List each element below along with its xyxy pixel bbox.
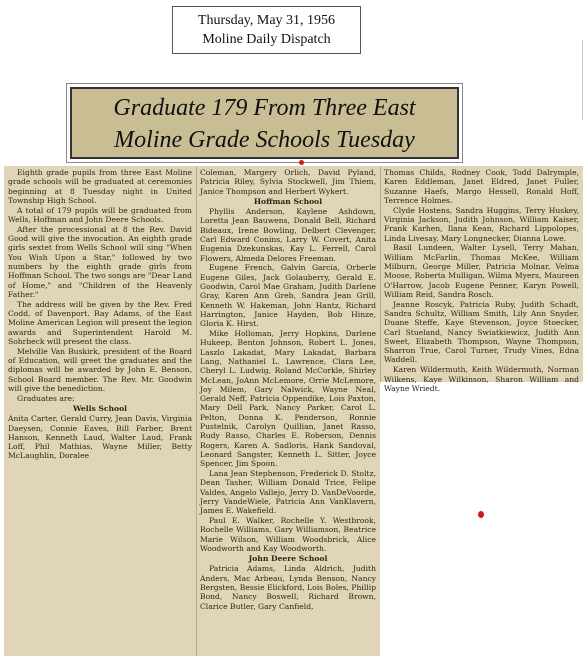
article-paragraph: Melville Van Buskirk, president of the Board of Education, will greet the graduates and the diplomas will be awarded by John E. Benson, School Board member. The Rev. Mr. Goodwin will give the benediction.	[8, 346, 192, 393]
date-line: Thursday, May 31, 1956	[197, 13, 336, 28]
article-column-3	[380, 166, 583, 393]
article-paragraph: The address will be given by the Rev. Fred Codd, of Davenport. Ray Adams, of the East Moline American Legion will present the legion awards and Superintendent Harold M. Sohrbeck will present the class.	[8, 299, 192, 346]
graduate-names-john-deere: Jeanne Roscyk, Patricia Ruby, Judith Schadt, Sandra Schultz, William Smith, Lily Ann Snyder, Duane Steffe, Kaye Stevenson, Joyce Stoecker, Carl Stueland, Nancy Swiatkiewicz, Judith Ann Sweet, Elizabeth Thompson, Wayne Thompson, Sharron True, Carol Turner, Trudy Vines, Edna Waddell.	[384, 299, 579, 365]
graduate-names-john-deere: Karen Wildermuth, Keith Wildermuth, Norman Wilkens, Kaye Wilkinson, Sharon William and Wayne Wriedt.	[384, 365, 579, 393]
red-marker-dot	[299, 160, 304, 165]
column-divider	[380, 166, 381, 382]
graduate-names-john-deere: Clyde Hostens, Sandra Huggins, Terry Huskey, Virginia Jackson, Judith Johnson, William Kaiser, Frank Karhen, Ilana Kean, Richard Lippolopes, Linda Livesay, Mary Longnecker, Dianna Lowe.	[384, 205, 579, 243]
red-marker-dot	[478, 511, 484, 518]
scan-edge-line	[582, 40, 583, 120]
article-column-1	[4, 166, 196, 656]
column-divider	[196, 166, 197, 656]
article-column-2	[196, 166, 380, 656]
graduate-names-hoffman: Phyllis Anderson, Kaylene Ashdown, Loretta Jean Bauwens, Donald Bell, Richard Bideaux, Irene Bowling, Delbert Clevenger, Carl Edward Conins, Larry W. Covert, Anita Eugenia Dzekunskas, Kay L. Ferrell, Carol Flowers, Almeda Delores Freeman.	[200, 207, 376, 263]
article-paragraph: Graduates are:	[17, 393, 75, 403]
headline-line-1: Graduate 179 From Three East	[113, 95, 416, 121]
article-paragraph: Eighth grade pupils from three East Moline grade schools will be graduated at ceremonies beginning at 8 Tuesday night in United Township High School.	[8, 168, 192, 205]
date-caption-box	[172, 6, 361, 54]
newspaper-name: Moline Daily Dispatch	[202, 32, 331, 47]
graduate-names-john-deere: Basil Lundeen, Walter Lysell, Terry Mahan, William McFarlin, Thomas McKee, William Milburn, George Miller, Patricia Molnar, Velma Moose, Roberta Mulligan, Wilma Myers, Maureen O'Harrow, Jacob Eugene Penner, Karyn Powell, William Reid, Sandra Rosch.	[384, 243, 579, 299]
graduate-names-hoffman: Paul E. Walker, Rochelle Y. Westbrook, Rochelle Williams, Gary Williamson, Beatrice Marie Wilson, William Woodsbrick, Alice Woodworth and Kay Woodworth.	[200, 515, 376, 553]
school-heading-wells: Wells School	[72, 403, 128, 413]
article-paragraph: After the processional at 8 the Rev. David Good will give the invocation. An eighth grade girls sextet from Wells School will sing "When You Wish Upon a Star," followed by two numbers by the eighth grade girls from Hoffman School. The two songs are "Dear Land of Home," and "Children of the Heavenly Father."	[8, 224, 192, 299]
headline-line-2: Moline Grade Schools Tuesday	[114, 127, 415, 153]
article-paragraph: Coleman, Margery Orlich, David Pyland, Patricia Riley, Sylvia Stockwell, Jim Thiem, Janice Thompson and Herbert Wykert.	[200, 168, 376, 196]
graduate-names-john-deere: Patricia Adams, Linda Aldrich, Judith Anders, Mac Arbeau, Lynda Benson, Nancy Bergsten, Bessie Elickford, Lois Boles, Phillip Bond, Nancy Boswell, Richard Brown, Clarice Butler, Gary Canfield,	[200, 564, 376, 611]
graduate-names-hoffman: Lana Jean Stephenson, Frederick D. Stoltz, Dean Tasher, William Donald Trice, Felipe Valdes, Angelo Vallejo, Jerry D. VanDeVoorde, Jerry VandeWiele, Patricia Ann VanKlavern, James E. Wakefield.	[200, 469, 376, 516]
graduate-names-wells: Anita Carter, Gerald Curry, Jean Davis, Virginia Daeysen, Connie Eaves, Bill Farber, Brent Hanson, Kenneth Laud, Walter Laud, Frank Loff, Phil Mathias, Wayne Miller, Betty McLaughlin, Doralee	[8, 414, 192, 461]
graduate-names-hoffman: Eugene French, Galvin Garcia, Orberle Eugene Giles, Jack Golauberry, Gerald E. Goodwin, Carol Mae Graham, Judith Darlene Gray, Karen Ann Greb, Sandra Jean Grill, Kenneth W. Hakeman, John Hantz, Richard Harrington, Janice Hayden, Bob Hinze, Gloria K. Hirst.	[200, 263, 376, 329]
school-heading-hoffman: Hoffman School	[253, 196, 323, 206]
graduate-names-john-deere: Thomas Childs, Rodney Cook, Todd Dalrymple, Karen Eddleman, Janet Eldred, Janet Fuller, Suzanne Haefs, Margo Hessell, Ronald Hoff, Terrence Holmes.	[384, 168, 579, 205]
headline-banner	[70, 87, 459, 159]
school-heading-john-deere: John Deere School	[248, 554, 328, 564]
graduate-names-hoffman: Mike Holloman, Jerry Hopkins, Darlene Hukeep, Benton Johnson, Robert L. Jones, Laszlo Lakadat, Mary Lakadat, Barbara Lang, Nathaniel L. Lawrence, Clara Lee, Cheryl L. Ludwig, Roland McCorkle, Shirley McLean, JoAnn McLemore, Orrie McLemore, Joy Milem, Gary Nalwick, Wayne Neal, Gerald Neff, Patricia Oppendike, Lois Paxton, Mary Dell Park, Nancy Parker, Carol L. Pelton, Donna K. Penderson, Ronnie Pustelnik, Carolyn Quillian, Janet Rasso, Rudy Rasso, Charles E. Roberson, Dennis Rogers, Karen A. Sadloris, Hank Sandoval, Leonard Sangster, Kenneth L. Sitter, Joyce Spencer, Jim Spoon.	[200, 329, 376, 469]
article-paragraph: A total of 179 pupils will be graduated from Wells, Hoffman and John Deere Schools.	[8, 205, 192, 224]
